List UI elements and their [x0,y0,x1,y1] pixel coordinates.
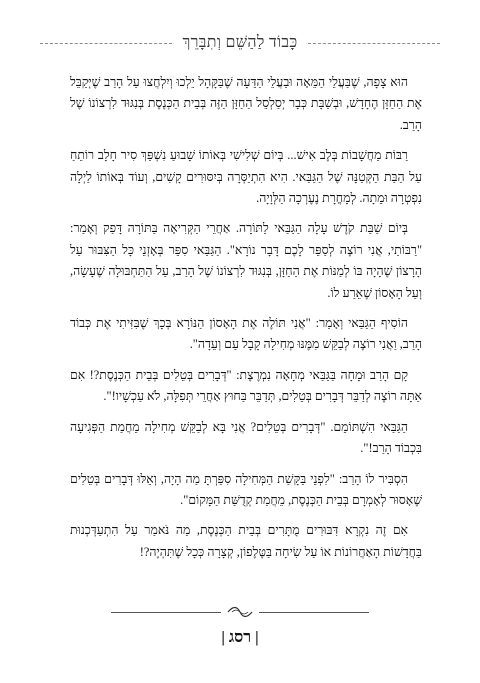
paragraph: בְּיוֹם שַׁבַּת קֹדֶשׁ עָלָה הַגַּבַּאי לַתּוֹרָה. אַחֲרֵי הַקְּרִיאָה בַּתּוֹרָה דָּפַק וְאָמַר: "רַבּוֹתַי, אֲנִי רוֹצֶה לְסַפֵּר לָכֶם דָּבָר נוֹרָא". הַגַּבַּאי סִפֵּר בְּאָזְנֵי כָּל הַצִּבּוּר עַל הָרָצוֹן שֶׁהָיָה בּוֹ לְמַנּוֹת אֶת הַחַזָּן, בְּנִגּוּד לִרְצוֹנוֹ שֶׁל הָרַב, עַל הַתַּחְבּוּלָה שֶׁעָשָׂה, וְעַל הָאָסוֹן שֶׁאֵרַע לוֹ. [70,221,422,300]
page-number: | רסג | [221,629,259,646]
paragraph: הַגַּבַּאי הִשְׁתּוֹמֵם. "דְּבָרִים בְּטֵלִים? אֲנִי בָּא לְבַקֵּשׁ מְחִילָה מֵחֲמַת הַפְּגִיעָה בִּכְבוֹד הָרַב!". [70,419,422,456]
header-rule-left [40,43,172,44]
running-header [40,33,440,53]
paragraph: הוּא צָפָה, שֶׁבַּעֲלֵי הַמֵּאָה וּבַעֲלֵי הַדֵּעָה שֶׁבַּקָּהָל יֵלְכוּ וְיִלְחֲצוּ עַל הָרַב שֶׁיְּקַבֵּל אֶת הַחַזָּן הֶחָדָשׁ, וּבְשַׁבָּת כְּבָר יְסַלְסֵל הַחַזָּן הַזֶּה בְּבֵית הַכְּנֶסֶת בְּנִגּוּד לִרְצוֹנוֹ שֶׁל הָרַב. [70,75,422,132]
running-title: כָּבוֹד לַהַשֵּׁם וְתִבָּרֵךְ [182,34,298,51]
paragraph: הוֹסִיף הַגַּבַּאי וְאָמַר: "אֲנִי תּוֹלֶה אֶת הָאָסוֹן הַנּוֹרָא בְּכָךְ שֶׁבִּזִּיתִי אֶת כְּבוֹד הָרַב, וַאֲנִי רוֹצֶה לְבַקֵּשׁ מִמֶּנּוּ מְחִילָה קָבָל עַם וְעֵדָה". [70,316,422,352]
footer-ornament [0,605,480,619]
ornament-line-left [111,612,221,613]
paragraph: קָם הָרַב וּמָחָה בַּגַּבַּאי מְחָאָה נִמְרֶצֶת: "דְּבָרִים בְּטֵלִים בְּבֵית הַכְּנֶסֶת?! אִם אַתָּה רוֹצֶה לְדַבֵּר דְּבָרִים בְּטֵלִים, תְּדַבֵּר בַּחוּץ אַחֲרֵי תְּפִלָּה, לֹא עַכְשָׁיו!". [70,367,422,404]
paragraph: הִסְבִּיר לוֹ הָרַב: "לִפְנֵי בַּקָּשַׁת הַמְּחִילָה סִפַּרְתָּ מַה הָיָה, וְאֵלּוּ דְּבָרִים בְּטֵלִים שֶׁאָסוּר לְאָמְרָם בְּבֵית הַכְּנֶסֶת, מֵחֲמַת קְדֻשַּׁת הַמָּקוֹם". [70,471,422,507]
paragraph: אִם זֶה נִקְרָא דִּבּוּרִים מֻתָּרִים בְּבֵית הַכְּנֶסֶת, מַה נֹּאמַר עַל הִתְעַדְּכְנוּת בַּחֲדָשׁוֹת הָאַחֲרוֹנוֹת אוֹ עַל שִׂיחָה בַּטֶּלֶפוֹן, קְצָרָה כְּכָל שֶׁתִּהְיֶה?! [70,523,422,559]
header-rule-right [308,43,440,44]
paragraph: רַבּוֹת מַחֲשָׁבוֹת בְּלֶב אִישׁ... בְּיוֹם שְׁלִישִׁי בְּאוֹתוֹ שָׁבוּעַ נִשְׁפַּךְ סִיר חָלָב רוֹתֵחַ עַל הַבַּת הַקְּטַנָּה שֶׁל הַגַּבַּאי. הִיא הִתְיַסְּרָה בְּיִסּוּרִים קָשִׁים, וְעוֹד בְּאוֹתוֹ לַיְלָה נִפְטְרָה וּמֵתָה. לְמָחֳרָת נֶעֶרְכָה הַלְּוָיָה. [70,148,422,206]
ornament-line-right [259,612,369,613]
body-text [70,72,422,572]
swirl-ornament-icon [227,606,253,618]
